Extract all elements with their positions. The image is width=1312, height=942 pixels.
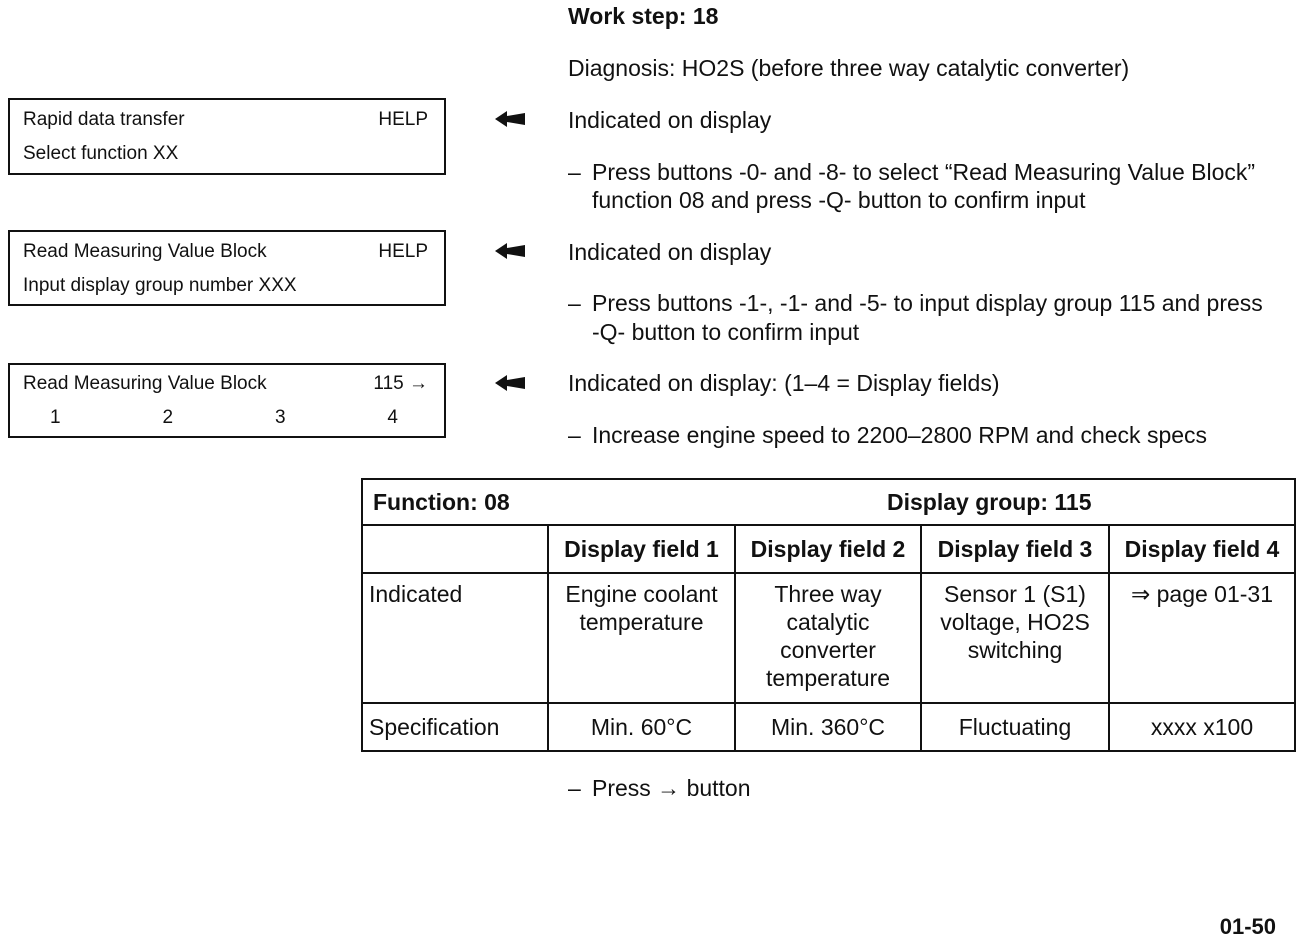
- display-box-2: [8, 230, 446, 306]
- display-1-help: HELP: [378, 109, 428, 130]
- indicated-field-1: Engine coolant temperature: [548, 573, 735, 703]
- display-1-line2: Select function XX: [23, 143, 179, 164]
- spec-field-3: Fluctuating: [921, 703, 1109, 751]
- display-3-group: 115 →: [373, 373, 428, 394]
- indicated-on-display-3: Indicated on display: (1–4 = Display fields): [568, 370, 1000, 396]
- pointer-arrow-icon: [493, 109, 527, 129]
- instruction-2-line2: -Q- button to confirm input: [592, 319, 860, 345]
- column-header-field-4: Display field 4: [1109, 525, 1295, 573]
- display-field-2-label: 2: [162, 407, 174, 428]
- display-3-line1: Read Measuring Value Block: [23, 373, 267, 394]
- work-step-title: Work step: 18: [568, 3, 719, 29]
- function-label: Function: 08: [373, 489, 510, 515]
- spec-field-1: Min. 60°C: [548, 703, 735, 751]
- display-group-label: Display group: 115: [887, 489, 1092, 515]
- table-row-specification: [362, 703, 1295, 751]
- display-field-3-label: 3: [274, 407, 286, 428]
- indicated-field-3: Sensor 1 (S1) voltage, HO2S switching: [921, 573, 1109, 703]
- instruction-1-line1: – Press buttons -0- and -8- to select “Read Measuring Value Block”: [568, 159, 1256, 185]
- indicated-on-display-1: Indicated on display: [568, 107, 772, 133]
- final-instruction: – Press → button: [568, 775, 751, 801]
- table-row-indicated: [362, 573, 1295, 703]
- table-header-row: [362, 479, 1295, 525]
- display-2-line1: Read Measuring Value Block: [23, 241, 267, 262]
- display-2-line2: Input display group number XXX: [23, 275, 297, 296]
- diagnosis-text: Diagnosis: HO2S (before three way catalytic converter): [568, 55, 1130, 81]
- instruction-2-line1: – Press buttons -1-, -1- and -5- to input display group 115 and press: [568, 290, 1263, 316]
- indicated-field-2: Three way catalytic converter temperature: [735, 573, 921, 703]
- display-field-4-label: 4: [387, 407, 398, 428]
- instruction-3-line1: – Increase engine speed to 2200–2800 RPM and check specs: [568, 422, 1208, 448]
- table-column-header-row: [362, 525, 1295, 573]
- instruction-1-line2: function 08 and press -Q- button to confirm input: [592, 187, 1086, 213]
- display-3-fields: [10, 407, 444, 429]
- specification-table: [361, 478, 1296, 752]
- pointer-arrow-icon: [493, 241, 527, 261]
- page-number: 01-50: [1219, 914, 1276, 939]
- pointer-arrow-icon: [493, 373, 527, 393]
- row-label-specification: Specification: [362, 703, 548, 751]
- display-box-1: [8, 98, 446, 175]
- column-header-field-1: Display field 1: [548, 525, 735, 573]
- indicated-on-display-2: Indicated on display: [568, 239, 772, 265]
- column-header-field-2: Display field 2: [735, 525, 921, 573]
- spec-field-4: xxxx x100: [1109, 703, 1295, 751]
- display-2-help: HELP: [378, 241, 428, 262]
- column-header-empty: [362, 525, 548, 573]
- indicated-field-4-page-reference: ⇒ page 01-31: [1109, 573, 1295, 703]
- display-field-1-label: 1: [50, 407, 61, 428]
- column-header-field-3: Display field 3: [921, 525, 1109, 573]
- row-label-indicated: Indicated: [362, 573, 548, 703]
- display-1-line1: Rapid data transfer: [23, 109, 185, 130]
- display-box-3: [8, 363, 446, 438]
- spec-field-2: Min. 360°C: [735, 703, 921, 751]
